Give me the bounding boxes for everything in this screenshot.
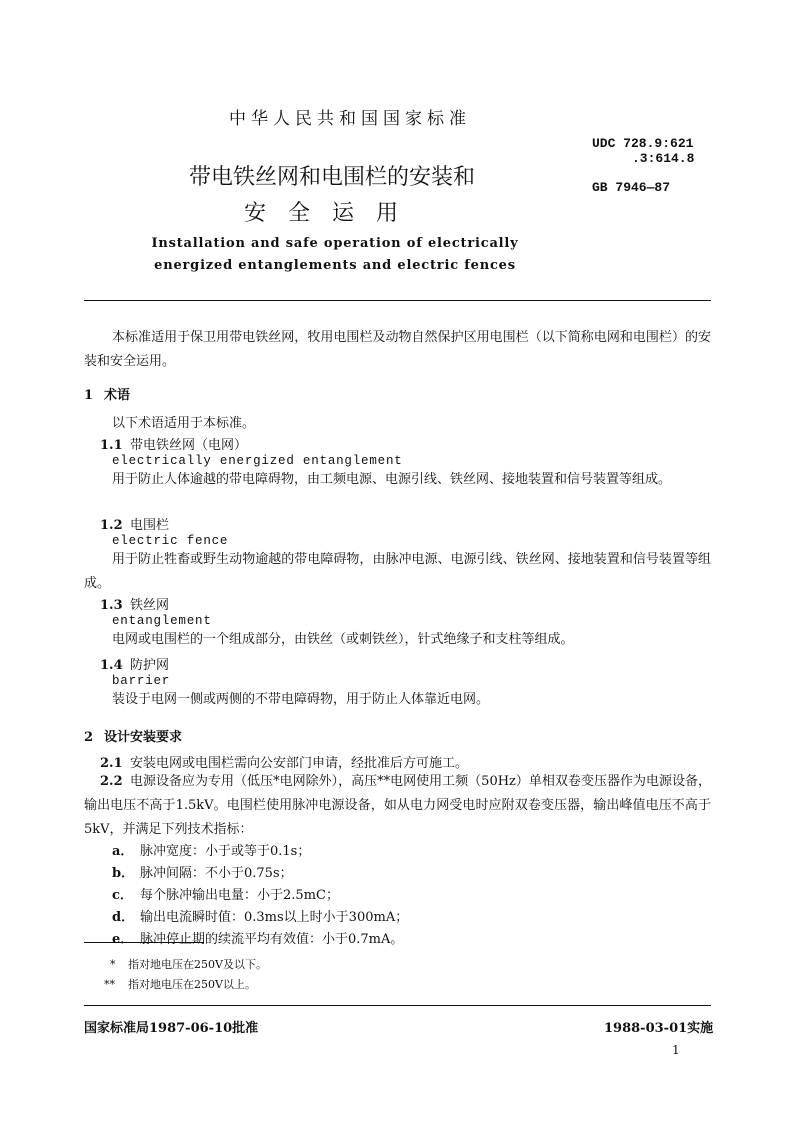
list-letter: a． bbox=[112, 844, 134, 859]
term-cn: 防护网 bbox=[130, 658, 170, 673]
clause-number: 2.2 bbox=[100, 774, 123, 789]
footnote-text: 指对地电压在250V以上。 bbox=[128, 978, 256, 991]
list-item-e bbox=[112, 928, 403, 947]
section-1-title: 术语 bbox=[104, 388, 131, 403]
term-en: entanglement bbox=[112, 614, 212, 628]
udc-line1: UDC 728.9:621 bbox=[592, 136, 694, 151]
term-en: barrier bbox=[112, 674, 171, 688]
section-1-heading bbox=[84, 384, 130, 403]
term-1-2 bbox=[100, 514, 169, 533]
term-1-4 bbox=[100, 654, 169, 673]
section-2-heading bbox=[84, 726, 182, 745]
title-cn-line2: 安全运用 bbox=[243, 201, 420, 226]
effective-date: 1988-03-01实施 bbox=[604, 1021, 714, 1036]
clause-text: 电源设备应为专用（低压*电网除外），高压**电网使用工频（50Hz）单相双卷变压器作为电源设备，输出电压不高于1.5kV。电围栏使用脉冲电源设备，如从电力网受电时应附双卷变压器，输出峰值电压不高于5kV，并满足下列技术指标： bbox=[84, 774, 711, 837]
list-letter: c． bbox=[112, 888, 133, 903]
gb-number: GB 7946—87 bbox=[592, 180, 671, 195]
header-divider bbox=[84, 300, 711, 301]
list-letter: d． bbox=[112, 910, 135, 925]
list-text: 每个脉冲输出电量：小于2.5mC； bbox=[140, 888, 339, 903]
list-text: 脉冲停止期的续流平均有效值：小于0.7mA。 bbox=[140, 932, 404, 947]
footnote-mark: ** bbox=[104, 978, 115, 991]
clause-2-2 bbox=[84, 770, 711, 842]
page-number: 1 bbox=[672, 1043, 680, 1057]
list-item-a bbox=[112, 840, 310, 859]
term-number: 1.3 bbox=[100, 598, 123, 613]
term-1-1 bbox=[100, 434, 247, 453]
section-1-number: 1 bbox=[84, 388, 94, 403]
term-cn: 电围栏 bbox=[130, 518, 170, 533]
footnote-1 bbox=[110, 956, 267, 972]
footnote-2 bbox=[104, 976, 256, 992]
title-en-line2: energized entanglements and electric fences bbox=[154, 258, 516, 273]
national-standard-heading: 中华人民共和国国家标准 bbox=[229, 109, 471, 129]
section-2-number: 2 bbox=[84, 730, 94, 745]
term-number: 1.1 bbox=[100, 438, 123, 453]
term-definition: 用于防止牲畜或野生动物逾越的带电障碍物，由脉冲电源、电源引线、铁丝网、接地装置和信号装置等组成。 bbox=[84, 552, 711, 591]
section-2-title: 设计安装要求 bbox=[104, 730, 183, 745]
list-item-d bbox=[112, 906, 408, 925]
term-definition: 装设于电网一侧或两侧的不带电障碍物，用于防止人体靠近电网。 bbox=[112, 692, 490, 707]
footnote-text: 指对地电压在250V及以下。 bbox=[128, 958, 267, 971]
list-letter: e． bbox=[112, 932, 134, 947]
clause-2-1 bbox=[100, 752, 468, 771]
udc-line2: .3:614.8 bbox=[632, 151, 695, 166]
clause-text: 安装电网或电围栏需向公安部门申请，经批准后方可施工。 bbox=[130, 756, 469, 771]
footnote-divider bbox=[84, 942, 204, 943]
list-item-b bbox=[112, 862, 293, 881]
title-cn-line1: 带电铁丝网和电围栏的安装和 bbox=[188, 165, 475, 190]
list-text: 脉冲宽度：小于或等于0.1s； bbox=[140, 844, 311, 859]
term-cn: 铁丝网 bbox=[130, 598, 170, 613]
clause-number: 2.1 bbox=[100, 756, 123, 771]
footer-divider bbox=[84, 1005, 711, 1006]
term-cn: 带电铁丝网（电网） bbox=[130, 438, 248, 453]
term-1-3 bbox=[100, 594, 169, 613]
term-definition: 电网或电围栏的一个组成部分，由铁丝（或刺铁丝），针式绝缘子和支柱等组成。 bbox=[112, 632, 574, 647]
intro-paragraph: 本标准适用于保卫用带电铁丝网，牧用电围栏及动物自然保护区用电围栏（以下简称电网和电围栏）的安装和安全运用。 bbox=[84, 330, 711, 369]
section-1-lead: 以下术语适用于本标准。 bbox=[112, 416, 256, 431]
term-en: electrically energized entanglement bbox=[112, 454, 403, 468]
list-text: 脉冲间隔：不小于0.75s； bbox=[140, 866, 293, 881]
title-en-line1: Installation and safe operation of electrically bbox=[151, 236, 519, 251]
term-number: 1.2 bbox=[100, 518, 123, 533]
approval-date: 国家标准局1987-06-10批准 bbox=[84, 1021, 259, 1036]
list-letter: b． bbox=[112, 866, 135, 881]
term-definition: 用于防止人体逾越的带电障碍物，由工频电源、电源引线、铁丝网、接地装置和信号装置等组成。 bbox=[112, 472, 672, 487]
term-en: electric fence bbox=[112, 534, 229, 548]
footnote-mark: * bbox=[110, 958, 116, 971]
list-text: 输出电流瞬时值：0.3ms以上时小于300mA； bbox=[140, 910, 409, 925]
list-item-c bbox=[112, 884, 339, 903]
term-number: 1.4 bbox=[100, 658, 123, 673]
